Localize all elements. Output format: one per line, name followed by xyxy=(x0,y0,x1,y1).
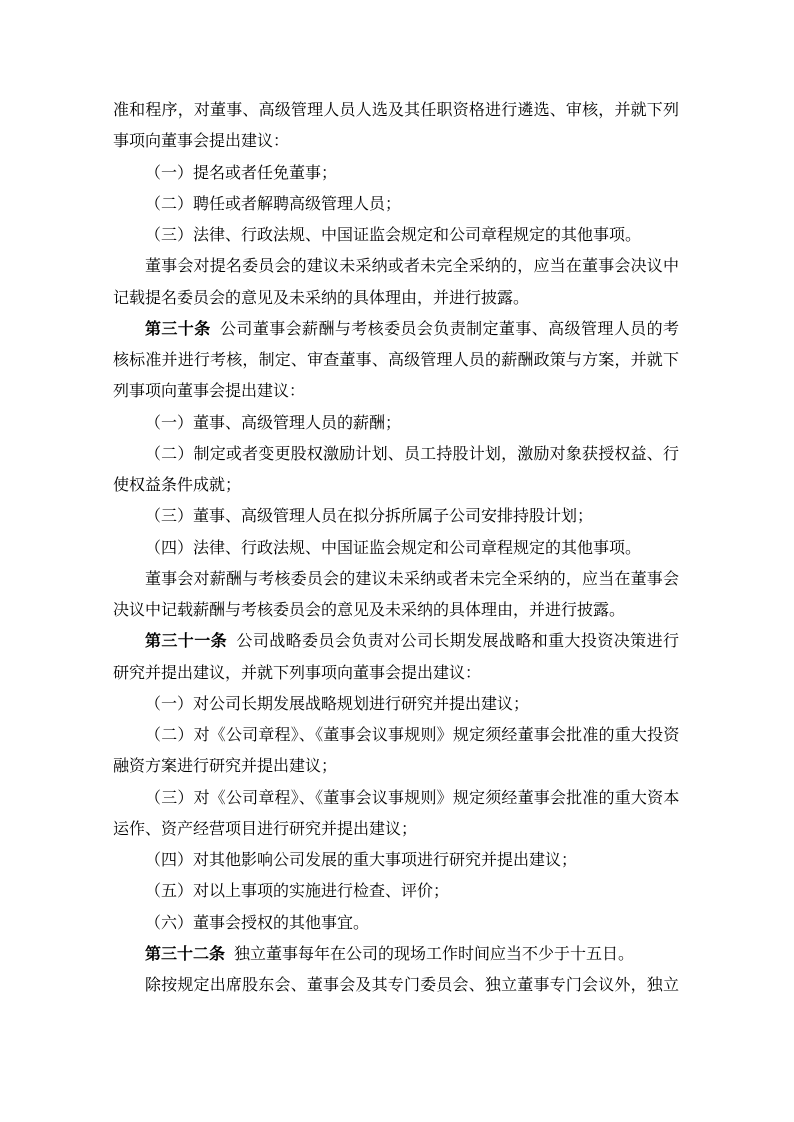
article-number: 第三十二条 xyxy=(145,945,226,963)
text-line xyxy=(113,220,679,251)
text-segment: （四）法律、行政法规、中国证监会规定和公司章程规定的其他事项。 xyxy=(145,539,642,557)
text-segment: 融资方案进行研究并提出建议； xyxy=(113,758,338,776)
text-line xyxy=(113,314,679,345)
text-segment: （三）对《公司章程》、《董事会议事规则》规定须经董事会批准的重大资本 xyxy=(145,789,679,807)
text-line xyxy=(113,564,679,595)
text-segment: （二）聘任或者解聘高级管理人员； xyxy=(145,195,402,213)
text-segment: 独立董事每年在公司的现场工作时间应当不少于十五日。 xyxy=(230,945,635,963)
document-body xyxy=(113,95,679,1001)
text-line xyxy=(113,658,679,689)
text-line xyxy=(113,126,679,157)
text-segment: 核标准并进行考核，制定、审查董事、高级管理人员的薪酬政策与方案，并就下 xyxy=(113,352,679,369)
text-line xyxy=(113,751,679,782)
text-segment: 记载提名委员会的意见及未采纳的具体理由，并进行披露。 xyxy=(113,289,530,307)
text-line xyxy=(113,533,679,564)
text-segment: （四）对其他影响公司发展的重大事项进行研究并提出建议； xyxy=(145,852,578,869)
text-segment: （二）对《公司章程》、《董事会议事规则》规定须经董事会批准的重大投资 xyxy=(145,727,679,744)
text-line xyxy=(113,845,679,876)
text-segment: （六）董事会授权的其他事宜。 xyxy=(145,914,370,932)
text-line xyxy=(113,501,679,532)
text-segment: 列事项向董事会提出建议： xyxy=(113,383,306,401)
text-segment: （二）制定或者变更股权激励计划、员工持股计划，激励对象获授权益、行 xyxy=(145,445,679,463)
text-line xyxy=(113,189,679,220)
text-line xyxy=(113,689,679,720)
article-number: 第三十条 xyxy=(145,320,211,338)
text-segment: （五）对以上事项的实施进行检查、评价； xyxy=(145,883,450,901)
text-segment: 研究并提出建议，并就下列事项向董事会提出建议： xyxy=(113,664,482,682)
text-line xyxy=(113,595,679,626)
text-segment: 公司董事会薪酬与考核委员会负责制定董事、高级管理人员的考 xyxy=(215,320,679,338)
text-segment: （三）法律、行政法规、中国证监会规定和公司章程规定的其他事项。 xyxy=(145,227,642,244)
text-line xyxy=(113,470,679,501)
text-line xyxy=(113,376,679,407)
text-line xyxy=(113,720,679,751)
text-segment: 公司战略委员会负责对公司长期发展战略和重大投资决策进行 xyxy=(232,633,679,651)
article-number: 第三十一条 xyxy=(145,633,228,651)
text-segment: 事项向董事会提出建议： xyxy=(113,133,290,151)
text-segment: 除按规定出席股东会、董事会及其专门委员会、独立董事专门会议外，独立 xyxy=(145,977,679,994)
text-line xyxy=(113,626,679,657)
text-line xyxy=(113,876,679,907)
text-line xyxy=(113,783,679,814)
text-segment: 准和程序，对董事、高级管理人员人选及其任职资格进行遴选、审核，并就下列 xyxy=(113,102,679,119)
text-segment: （一）董事、高级管理人员的薪酬； xyxy=(145,414,402,432)
text-segment: （三）董事、高级管理人员在拟分拆所属子公司安排持股计划； xyxy=(145,508,594,526)
text-segment: 董事会对提名委员会的建议未采纳或者未完全采纳的，应当在董事会决议中 xyxy=(145,258,679,276)
text-line xyxy=(113,251,679,282)
text-line xyxy=(113,408,679,439)
text-segment: 董事会对薪酬与考核委员会的建议未采纳或者未完全采纳的，应当在董事会 xyxy=(145,570,679,588)
text-segment: 使权益条件成就； xyxy=(113,477,242,494)
text-line xyxy=(113,158,679,189)
text-line xyxy=(113,970,679,1001)
text-segment: 运作、资产经营项目进行研究并提出建议； xyxy=(113,820,418,838)
text-segment: （一）提名或者任免董事； xyxy=(145,164,338,182)
text-segment: （一）对公司长期发展战略规划进行研究并提出建议； xyxy=(145,695,530,713)
text-segment: 决议中记载薪酬与考核委员会的意见及未采纳的具体理由，并进行披露。 xyxy=(113,602,626,619)
text-line xyxy=(113,439,679,470)
text-line xyxy=(113,283,679,314)
text-line xyxy=(113,814,679,845)
text-line xyxy=(113,939,679,970)
text-line xyxy=(113,908,679,939)
text-line xyxy=(113,345,679,376)
text-line xyxy=(113,95,679,126)
